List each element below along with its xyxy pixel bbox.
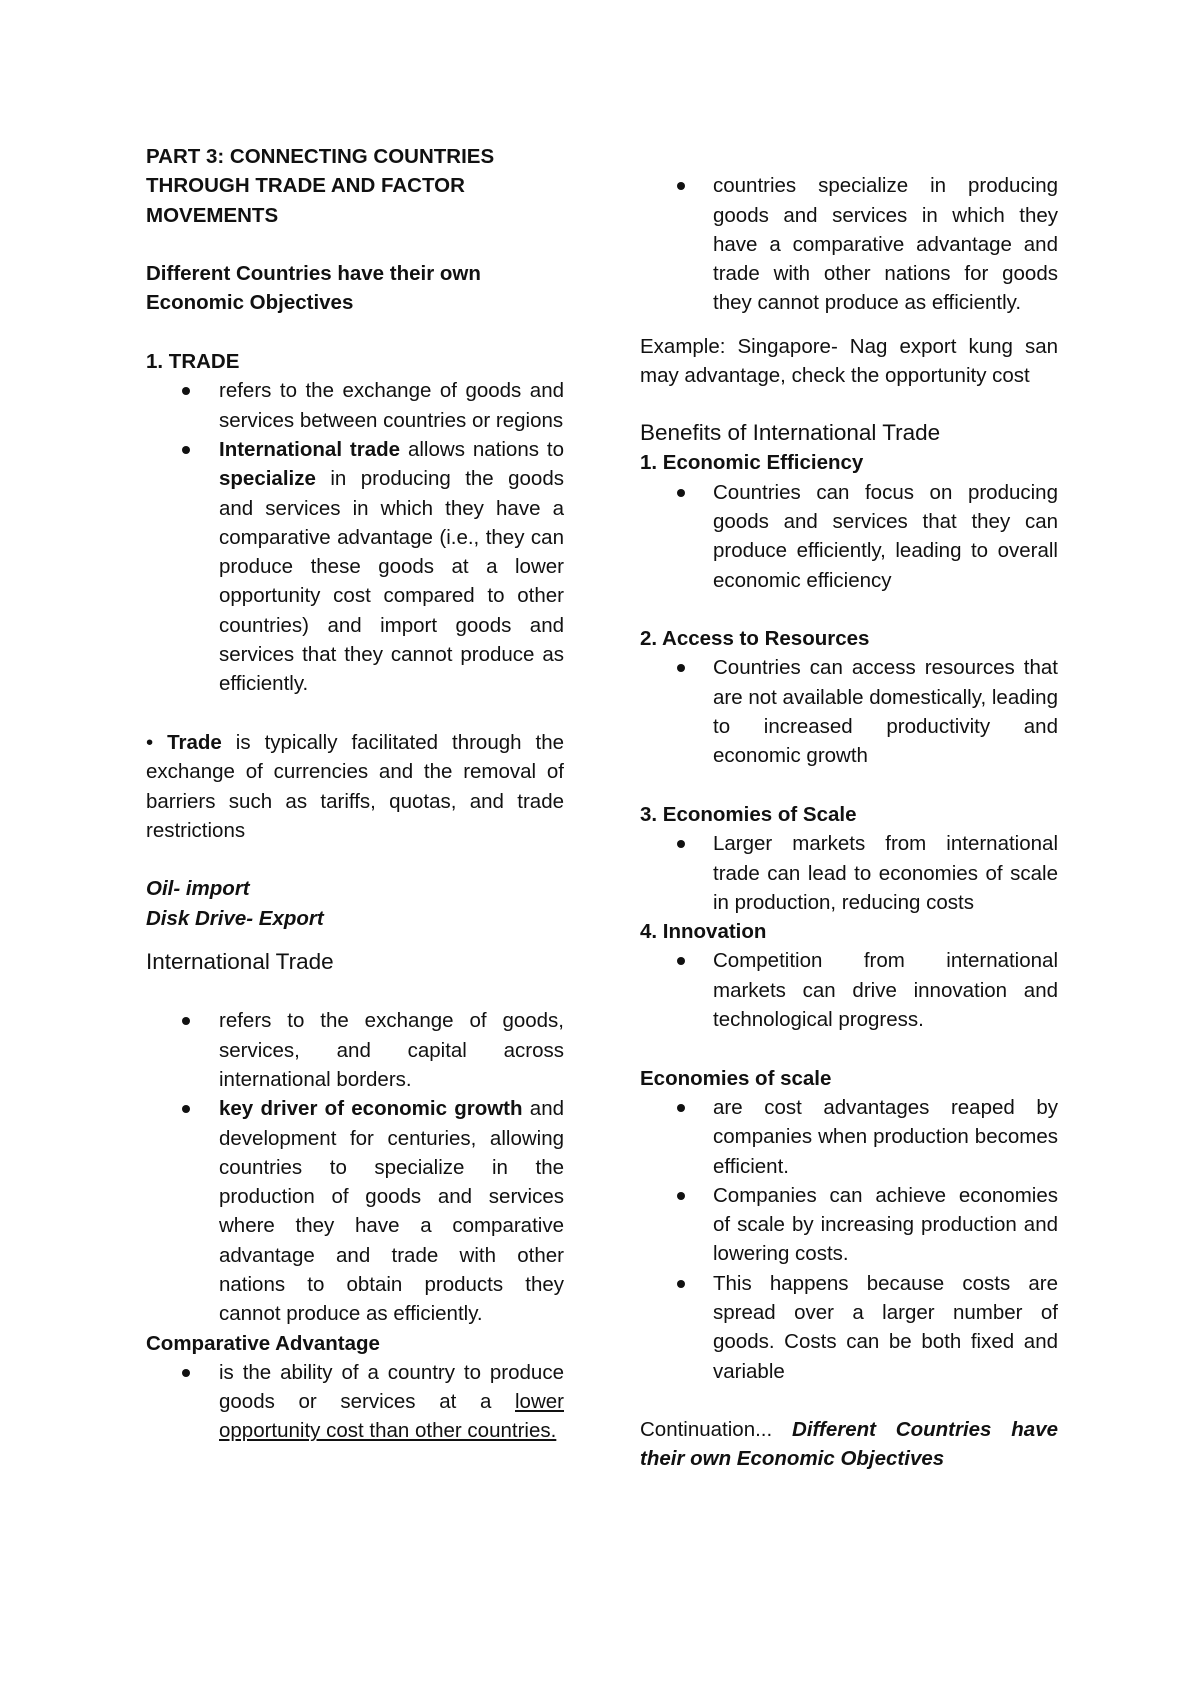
- title-line-2: THROUGH TRADE AND FACTOR: [146, 174, 465, 198]
- example-import: Oil- import: [146, 877, 250, 901]
- benefit-3-list: [640, 829, 1058, 917]
- list-item: [146, 1006, 564, 1094]
- comp-bullet-text: is the ability of a country to produce goods or services at a: [219, 1360, 564, 1414]
- bullet-icon: [677, 1104, 685, 1112]
- bullet-icon: [677, 957, 685, 965]
- list-item: [640, 1181, 1058, 1269]
- title-line-1: PART 3: CONNECTING COUNTRIES: [146, 145, 495, 168]
- list-item: [146, 1094, 564, 1328]
- economies-of-scale-list: [640, 1093, 1058, 1386]
- benefits-heading: Benefits of International Trade: [640, 420, 941, 446]
- intl-bullet-1: refers to the exchange of goods, services, and capital across international borders.: [219, 1009, 564, 1091]
- benefit-3-heading: 3. Economies of Scale: [640, 802, 857, 826]
- title-line-3: MOVEMENTS: [146, 203, 279, 227]
- intl-bullet-2-text: and development for centuries, allowing countries to specialize in the production of goods and services where they have a comparative advantage and trade with other nations to obtain products they cannot produce as efficiently.: [219, 1097, 564, 1326]
- continuation-bold: Different Countries have their own Economic Objectives: [640, 1418, 1058, 1471]
- page-title: [146, 142, 564, 230]
- list-item: [640, 478, 1058, 595]
- section-subtitle: [146, 259, 564, 318]
- bullet-icon: [182, 1369, 190, 1377]
- trade-note-text: is typically facilitated through the exchange of currencies and the removal of barriers such as tariffs, quotas, and trade restrictions: [146, 730, 564, 842]
- trade-heading: 1. TRADE: [146, 350, 240, 374]
- bullet-icon: [677, 664, 685, 672]
- international-trade-heading: International Trade: [146, 949, 334, 975]
- example-export: Disk Drive- Export: [146, 906, 324, 930]
- benefit-2-heading: 2. Access to Resources: [640, 627, 870, 651]
- benefit-4-list: [640, 946, 1058, 1034]
- bullet-icon: [677, 182, 685, 190]
- bullet-icon: [677, 840, 685, 848]
- trade-bullet-2-text-b: in producing the goods and services in which they have a comparative advantage (i.e., they can produce these goods at a lower opportunity cost compared to other countries) and import goods and services that they cannot produce as efficiently.: [219, 467, 564, 696]
- list-item: [640, 171, 1058, 317]
- list-item: [640, 946, 1058, 1034]
- trade-bullet-2-bold: International trade: [219, 437, 401, 461]
- benefit-1-heading: 1. Economic Efficiency: [640, 451, 864, 475]
- benefit-4-heading: 4. Innovation: [640, 920, 767, 944]
- bullet-icon: [182, 387, 190, 395]
- bullet-icon: [182, 1105, 190, 1113]
- bullet-icon: [677, 489, 685, 497]
- benefit-1-bullet: Countries can focus on producing goods and services that they can produce efficiently, leading to overall economic efficiency: [713, 480, 1058, 592]
- example-singapore: Example: Singapore- Nag export kung san may advantage, check the opportunity cost: [640, 334, 1058, 388]
- economies-of-scale-heading: Economies of scale: [640, 1066, 832, 1090]
- comp-bullet-underlined: lower opportunity cost than other countries.: [219, 1390, 564, 1443]
- eos-bullet-1: are cost advantages reaped by companies when production becomes efficient.: [713, 1095, 1058, 1178]
- trade-note: [146, 728, 564, 845]
- trade-note-prefix: •: [146, 730, 168, 754]
- list-item: [146, 435, 564, 699]
- comparative-advantage-heading: Comparative Advantage: [146, 1331, 380, 1355]
- eos-bullet-2: Companies can achieve economies of scale by increasing production and lowering costs.: [713, 1183, 1058, 1266]
- continuation-note: [640, 1415, 1058, 1474]
- list-item: [640, 1269, 1058, 1386]
- trade-bullet-2-bold-2: specialize: [219, 467, 316, 491]
- benefit-1-list: [640, 478, 1058, 595]
- trade-note-bold: Trade: [167, 730, 222, 754]
- benefit-3-bullet: Larger markets from international trade can lead to economies of scale in production, reducing costs: [713, 832, 1058, 914]
- subtitle-line-1: Different Countries have their own: [146, 262, 481, 286]
- list-item: [640, 829, 1058, 917]
- eos-bullet-3: This happens because costs are spread over a larger number of goods. Costs can be both fixed and variable: [713, 1271, 1058, 1383]
- comparative-advantage-list: [146, 1358, 564, 1446]
- continuation-list: [640, 171, 1058, 317]
- benefit-2-bullet: Countries can access resources that are not available domestically, leading to increased productivity and economic growth: [713, 656, 1058, 768]
- trade-list: [146, 376, 564, 698]
- bullet-icon: [677, 1280, 685, 1288]
- left-column: [146, 142, 564, 1446]
- list-item: [640, 653, 1058, 770]
- cont-bullet: countries specialize in producing goods and services in which they have a comparative advantage and trade with other nations for goods they cannot produce as efficiently.: [713, 174, 1058, 315]
- benefit-4-bullet: Competition from international markets can drive innovation and technological progress.: [713, 949, 1058, 1032]
- benefit-2-list: [640, 653, 1058, 770]
- bullet-icon: [182, 1017, 190, 1025]
- intl-bullet-2-bold: key driver of economic growth: [219, 1097, 523, 1121]
- list-item: [640, 1093, 1058, 1181]
- continuation-prefix: Continuation...: [640, 1418, 793, 1442]
- right-column: [640, 142, 1058, 1474]
- international-trade-list: [146, 1006, 564, 1328]
- bullet-icon: [182, 446, 190, 454]
- list-item: [146, 376, 564, 435]
- trade-bullet-1: refers to the exchange of goods and services between countries or regions: [219, 379, 564, 432]
- trade-bullet-2-text-a: allows nations to: [400, 437, 564, 461]
- list-item: [146, 1358, 564, 1446]
- subtitle-line-2: Economic Objectives: [146, 291, 354, 315]
- bullet-icon: [677, 1192, 685, 1200]
